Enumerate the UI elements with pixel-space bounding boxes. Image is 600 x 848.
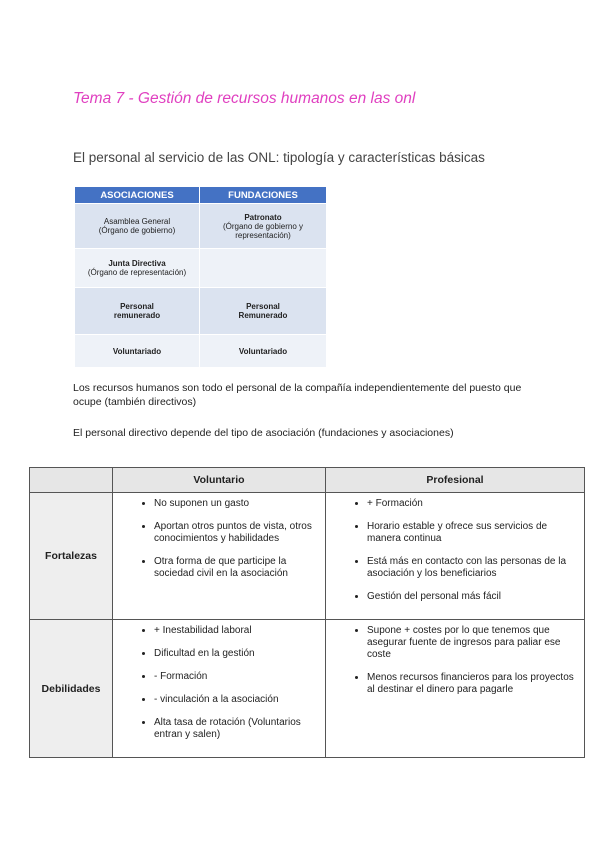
comparison-header-blank <box>30 468 113 493</box>
list-item: • Otra forma de que participe la sociedad civil en la asociación <box>154 556 324 580</box>
list-item: • Menos recursos financieros para los proyectos al destinar el dinero para pagarle <box>367 672 583 696</box>
row-label-fortalezas: Fortalezas <box>30 493 113 620</box>
comparison-row-fortalezas <box>30 493 585 620</box>
list-item: • + Inestabilidad laboral <box>154 625 324 637</box>
bullet-list <box>114 625 324 741</box>
comparison-row-debilidades <box>30 620 585 758</box>
org-cell-title: Asamblea General <box>103 217 171 226</box>
org-cell-title: Voluntariado <box>112 346 162 356</box>
org-cell-title: Personal remunerado <box>113 302 161 320</box>
org-cell <box>200 204 326 248</box>
org-header-asociaciones: ASOCIACIONES <box>75 187 199 203</box>
row-label-debilidades: Debilidades <box>30 620 113 758</box>
org-cell-sub: (Órgano de representación) <box>87 268 187 277</box>
bullet-list <box>114 498 324 580</box>
list-item: • Dificultad en la gestión <box>154 648 324 660</box>
org-row <box>75 335 326 367</box>
org-cell <box>200 335 326 367</box>
bullet-list <box>327 625 583 696</box>
cell-fortalezas-voluntario <box>113 493 326 620</box>
list-item: • Horario estable y ofrece sus servicios de manera continua <box>367 521 583 545</box>
org-row <box>75 249 326 287</box>
list-item: • No suponen un gasto <box>154 498 324 510</box>
org-cell <box>200 288 326 334</box>
org-row <box>75 288 326 334</box>
org-cell-sub: (Órgano de gobierno y representación) <box>222 221 304 240</box>
page-title: Tema 7 - Gestión de recursos humanos en las onl <box>73 90 416 107</box>
comparison-header-row <box>30 468 585 493</box>
org-cell <box>75 249 199 287</box>
org-row <box>75 204 326 248</box>
comparison-header-profesional: Profesional <box>326 468 585 493</box>
cell-fortalezas-profesional <box>326 493 585 620</box>
org-cell-empty <box>200 249 326 287</box>
org-cell-title: Voluntariado <box>238 346 288 356</box>
org-structure-table <box>74 186 327 368</box>
org-cell <box>75 288 199 334</box>
org-cell-title: Personal Remunerado <box>238 302 288 320</box>
list-item: • Gestión del personal más fácil <box>367 591 583 603</box>
list-item: • + Formación <box>367 498 583 510</box>
org-cell-sub: (Órgano de gobierno) <box>98 226 176 235</box>
comparison-table <box>29 467 585 758</box>
comparison-header-voluntario: Voluntario <box>113 468 326 493</box>
org-cell-title: Patronato <box>244 212 282 222</box>
org-cell-title: Junta Directiva <box>108 259 166 268</box>
list-item: • Supone + costes por lo que tenemos que asegurar fuente de ingresos para paliar ese coste <box>367 625 583 661</box>
bullet-list <box>327 498 583 603</box>
org-cell <box>75 335 199 367</box>
paragraph-recursos-humanos: Los recursos humanos son todo el personal de la compañía independientemente del puesto que ocupe (también directivos) <box>73 382 522 408</box>
list-item: • - vinculación a la asociación <box>154 694 324 706</box>
list-item: • - Formación <box>154 671 324 683</box>
cell-debilidades-profesional <box>326 620 585 758</box>
section-subtitle: El personal al servicio de las ONL: tipología y características básicas <box>73 150 485 165</box>
list-item: • Está más en contacto con las personas de la asociación y los beneficiarios <box>367 556 583 580</box>
org-header-fundaciones: FUNDACIONES <box>200 187 326 203</box>
list-item: • Alta tasa de rotación (Voluntarios entran y salen) <box>154 717 324 741</box>
cell-debilidades-voluntario <box>113 620 326 758</box>
org-cell <box>75 204 199 248</box>
list-item: • Aportan otros puntos de vista, otros conocimientos y habilidades <box>154 521 324 545</box>
paragraph-personal-directivo: El personal directivo depende del tipo de asociación (fundaciones y asociaciones) <box>73 427 454 439</box>
